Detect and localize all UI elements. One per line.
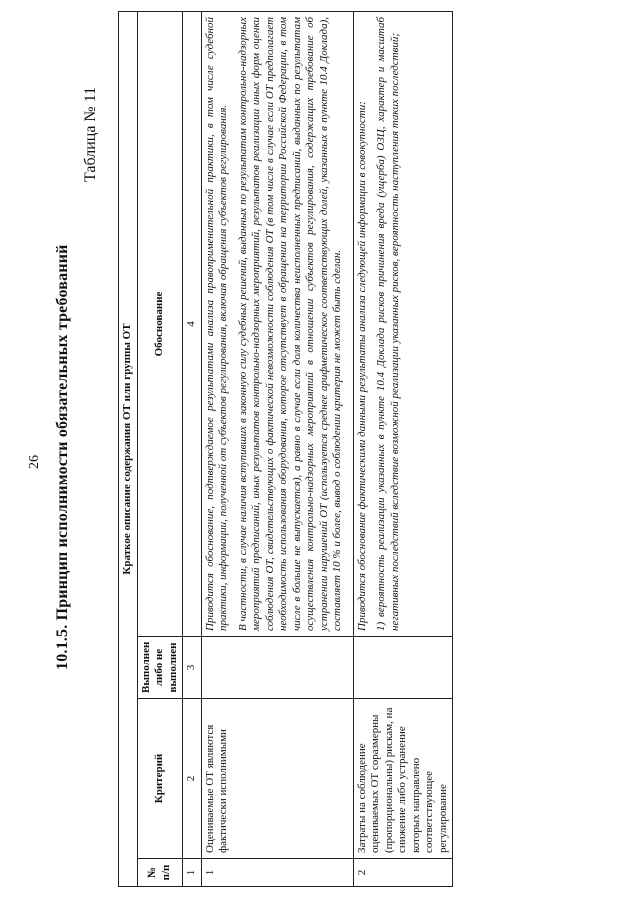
justification-paragraph: 1) вероятность реализации указанных в пункте 10.4 Доклада рисков причинения вреда (ущерба) ОЗЦ, характер и масштаб негативных последствий вследствие возможной реализации указанных рисков, вероятность наступления таких последствий; xyxy=(375,16,401,631)
criterion-cell: Оцениваемые ОТ являются фактически исполнимыми xyxy=(201,699,353,859)
column-number-1: 1 xyxy=(183,859,202,887)
table-header-group-row xyxy=(119,11,138,886)
status-cell xyxy=(201,637,353,699)
table-header-row xyxy=(137,11,183,886)
justification-paragraph: В частности, в случае наличия вступивших в законную силу судебных решений, выданных по результатам контрольно-надзорных мероприятий предписаний, иных результатов контрольно-надзорных мероприятий, результатов реализации иных форм оценки соблюдения ОТ, свидетельствующих о фактической невозможности соблюдения ОТ (в том числе в случае если ОТ предполагает необходимость использования оборудования, которое отсутствует в обращении на территории Российской Федерации, в том числе в больше не выпускается), а равно в случае если доля количества неисполненных предписаний, выданных по результатам осуществления контрольно-надзорных мероприятий в отношении субъектов регулирования, содержащих требование об устранении нарушений ОТ (используется среднее арифметическое соответствующих долей, указанных в пункте 10.4 Доклада), составляет 10 % и более, вывод о соблюдении критерия не может быть сделан. xyxy=(236,16,343,631)
status-cell xyxy=(353,637,453,699)
table-row xyxy=(353,11,453,886)
row-number: 2 xyxy=(353,859,453,887)
column-header-justification: Обоснование xyxy=(137,11,183,636)
column-number-4: 4 xyxy=(183,11,202,636)
column-header-number: № п/п xyxy=(137,859,183,887)
column-header-status: Выполнен либо не выполнен xyxy=(137,637,183,699)
justification-paragraph: Приводится обоснование, подтверждаемое результатами анализа правоприменительной практики, в том числе судебной практики, информации, полученной от субъектов регулирования, включая обращения субъектов регулирования. xyxy=(203,16,229,631)
column-header-criterion: Критерий xyxy=(137,699,183,859)
section-heading: 10.1.5. Принцип исполнимости обязательных требований xyxy=(54,244,71,670)
column-number-2: 2 xyxy=(183,699,202,859)
page-number: 26 xyxy=(27,455,42,469)
requirements-table xyxy=(118,11,453,887)
justification-paragraph: Приводится обоснование фактическими данными результаты анализа следующей информации в совокупности: xyxy=(355,101,368,631)
row-number: 1 xyxy=(201,859,353,887)
table-label: Таблица № 11 xyxy=(82,86,99,182)
table-row xyxy=(201,11,353,886)
justification-cell xyxy=(201,11,353,636)
criterion-cell: Затраты на соблюдение оцениваемых ОТ соразмерны (пропорциональны) рискам, на снижение либо устранение которых направлено соответствующее регулирование xyxy=(353,699,453,859)
justification-cell xyxy=(353,11,453,636)
column-numbers-row xyxy=(183,11,202,886)
column-number-3: 3 xyxy=(183,637,202,699)
header-group-cell: Краткое описание содержания ОТ или группы ОТ xyxy=(119,11,138,886)
